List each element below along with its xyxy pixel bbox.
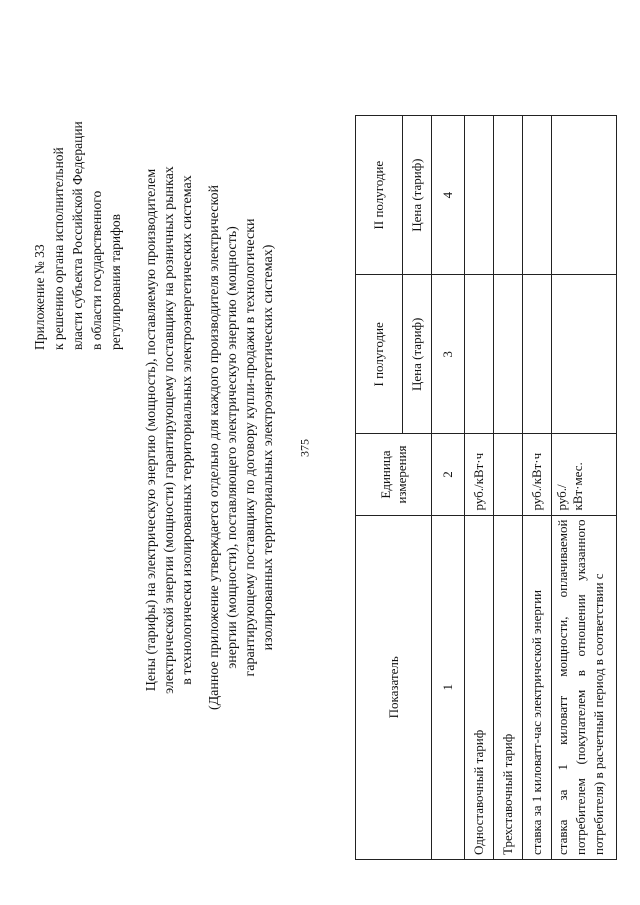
table-header-row	[356, 116, 403, 860]
appendix-header	[30, 90, 125, 350]
row-value	[552, 116, 617, 275]
row-value	[465, 116, 494, 275]
row-unit	[494, 434, 523, 515]
document-title: Цены (тарифы) на электрическую энергию (мощность), поставляемую производителем электрической энергии (мощности) гарантирующему поставщику на розничных рынках в технологически изолированных территориальных электроэнергетических системах	[144, 166, 195, 694]
appendix-line: Приложение № 33	[32, 244, 47, 350]
tariff-table	[355, 115, 617, 860]
row-indicator: ставка за 1 киловатт-час электрической энергии	[523, 515, 552, 859]
header-indicator: Показатель	[356, 515, 432, 859]
table-number-row	[432, 116, 465, 860]
header-unit: Единица измерения	[356, 434, 432, 515]
row-unit: руб./кВт·ч	[523, 434, 552, 515]
row-value	[523, 116, 552, 275]
appendix-line: регулирования тарифов	[108, 213, 123, 350]
header-price2: Цена (тариф)	[403, 116, 432, 275]
rotated-page-content	[30, 75, 606, 865]
column-number: 3	[432, 275, 465, 434]
row-value	[494, 275, 523, 434]
row-unit: руб./кВт·мес.	[552, 434, 617, 515]
appendix-line: к решению органа исполнительной	[51, 147, 66, 350]
appendix-line: в области государственного	[89, 190, 104, 350]
document-subtitle: (Данное приложение утверждается отдельно для каждого производителя электрической энергии (мощности), поставляющего электрическую энергию (мощность) гарантирующему поставщику по договору купли-продажи в технологически изолированных территориальных электроэнергетических системах)	[207, 184, 276, 711]
table-row	[523, 116, 552, 860]
table-row	[552, 116, 617, 860]
row-value	[552, 275, 617, 434]
table-row	[465, 116, 494, 860]
header-price1: Цена (тариф)	[403, 275, 432, 434]
row-value	[494, 116, 523, 275]
row-unit: руб./кВт·ч	[465, 434, 494, 515]
table-row	[494, 116, 523, 860]
appendix-line: власти субъекта Российской Федерации	[70, 121, 85, 350]
column-number: 1	[432, 515, 465, 859]
column-number: 2	[432, 434, 465, 515]
row-value	[465, 275, 494, 434]
row-indicator: ставка за 1 киловатт мощности, оплачиваемой потребителем (покупателем в отношении указанного потребителя) в расчетный период в соответствии с	[552, 515, 617, 859]
page-number: 375	[297, 439, 312, 457]
header-half2: II полугодие	[356, 116, 403, 275]
row-indicator: Одноставочный тариф	[465, 515, 494, 859]
column-number: 4	[432, 116, 465, 275]
header-half1: I полугодие	[356, 275, 403, 434]
row-indicator: Трехставочный тариф	[494, 515, 523, 859]
row-value	[523, 275, 552, 434]
